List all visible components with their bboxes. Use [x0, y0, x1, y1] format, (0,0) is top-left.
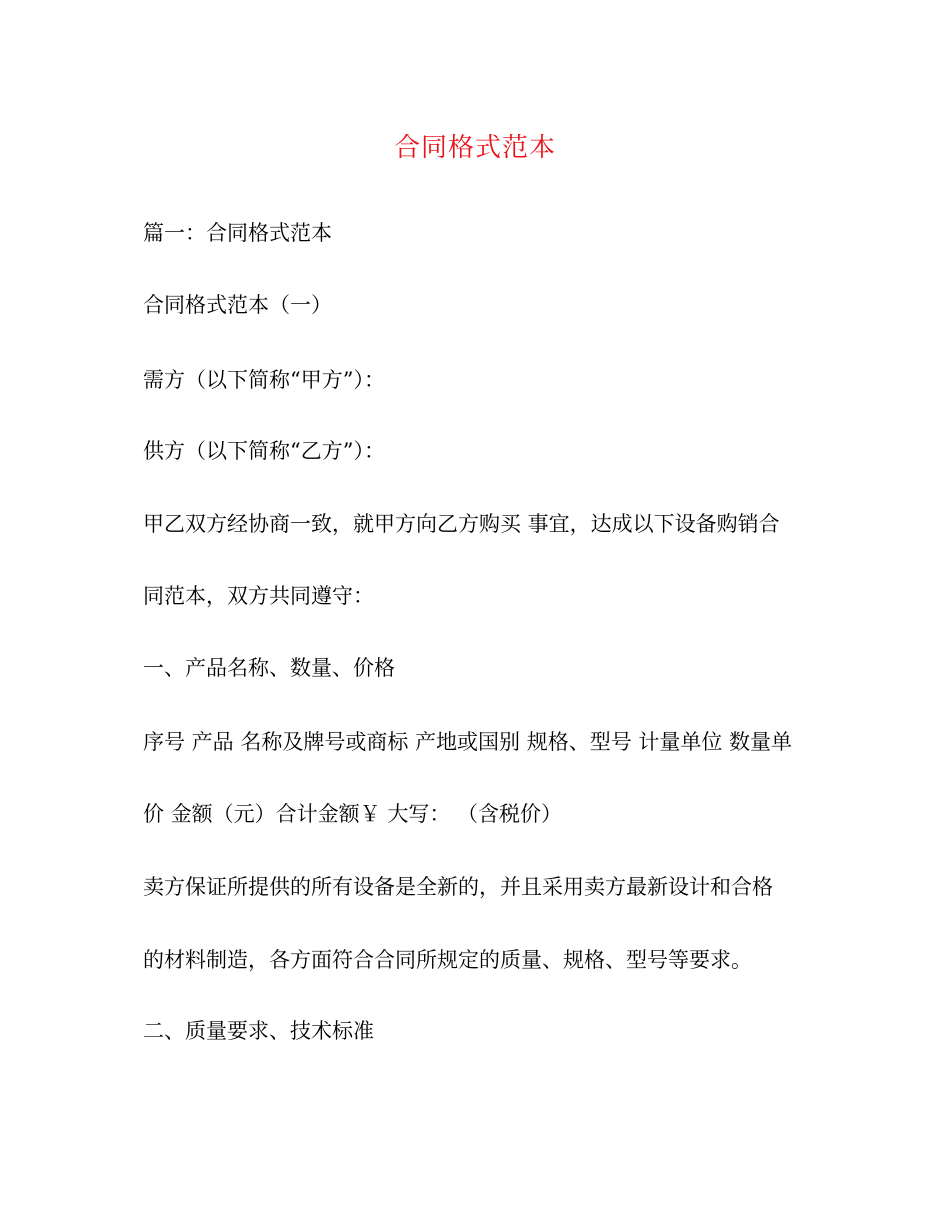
party-a-line: 需方（以下简称“甲方”）： [143, 368, 385, 392]
section-heading: 篇一：合同格式范本 [143, 221, 332, 245]
clause-heading: 二、质量要求、技术标准 [143, 1019, 374, 1043]
document-title: 合同格式范本 [393, 133, 556, 163]
clause-heading: 一、产品名称、数量、价格 [143, 656, 395, 680]
contract-subtitle: 合同格式范本（一） [143, 293, 332, 317]
table-header-line: 序号 产品 名称及牌号或商标 产地或国别 规格、型号 计量单位 数量单 [143, 730, 793, 754]
body-paragraph-line: 同范本，双方共同遵守： [143, 584, 374, 608]
party-b-line: 供方（以下简称“乙方”）： [143, 439, 385, 463]
body-paragraph-line: 甲乙双方经协商一致，就甲方向乙方购买 事宜，达成以下设备购销合 [143, 512, 780, 536]
body-paragraph-line: 的材料制造，各方面符合合同所规定的质量、规格、型号等要求。 [143, 948, 752, 972]
body-paragraph-line: 卖方保证所提供的所有设备是全新的，并且采用卖方最新设计和合格 [143, 875, 773, 899]
table-header-line: 价 金额（元）合计金额￥ 大写： （含税价） [143, 802, 563, 826]
